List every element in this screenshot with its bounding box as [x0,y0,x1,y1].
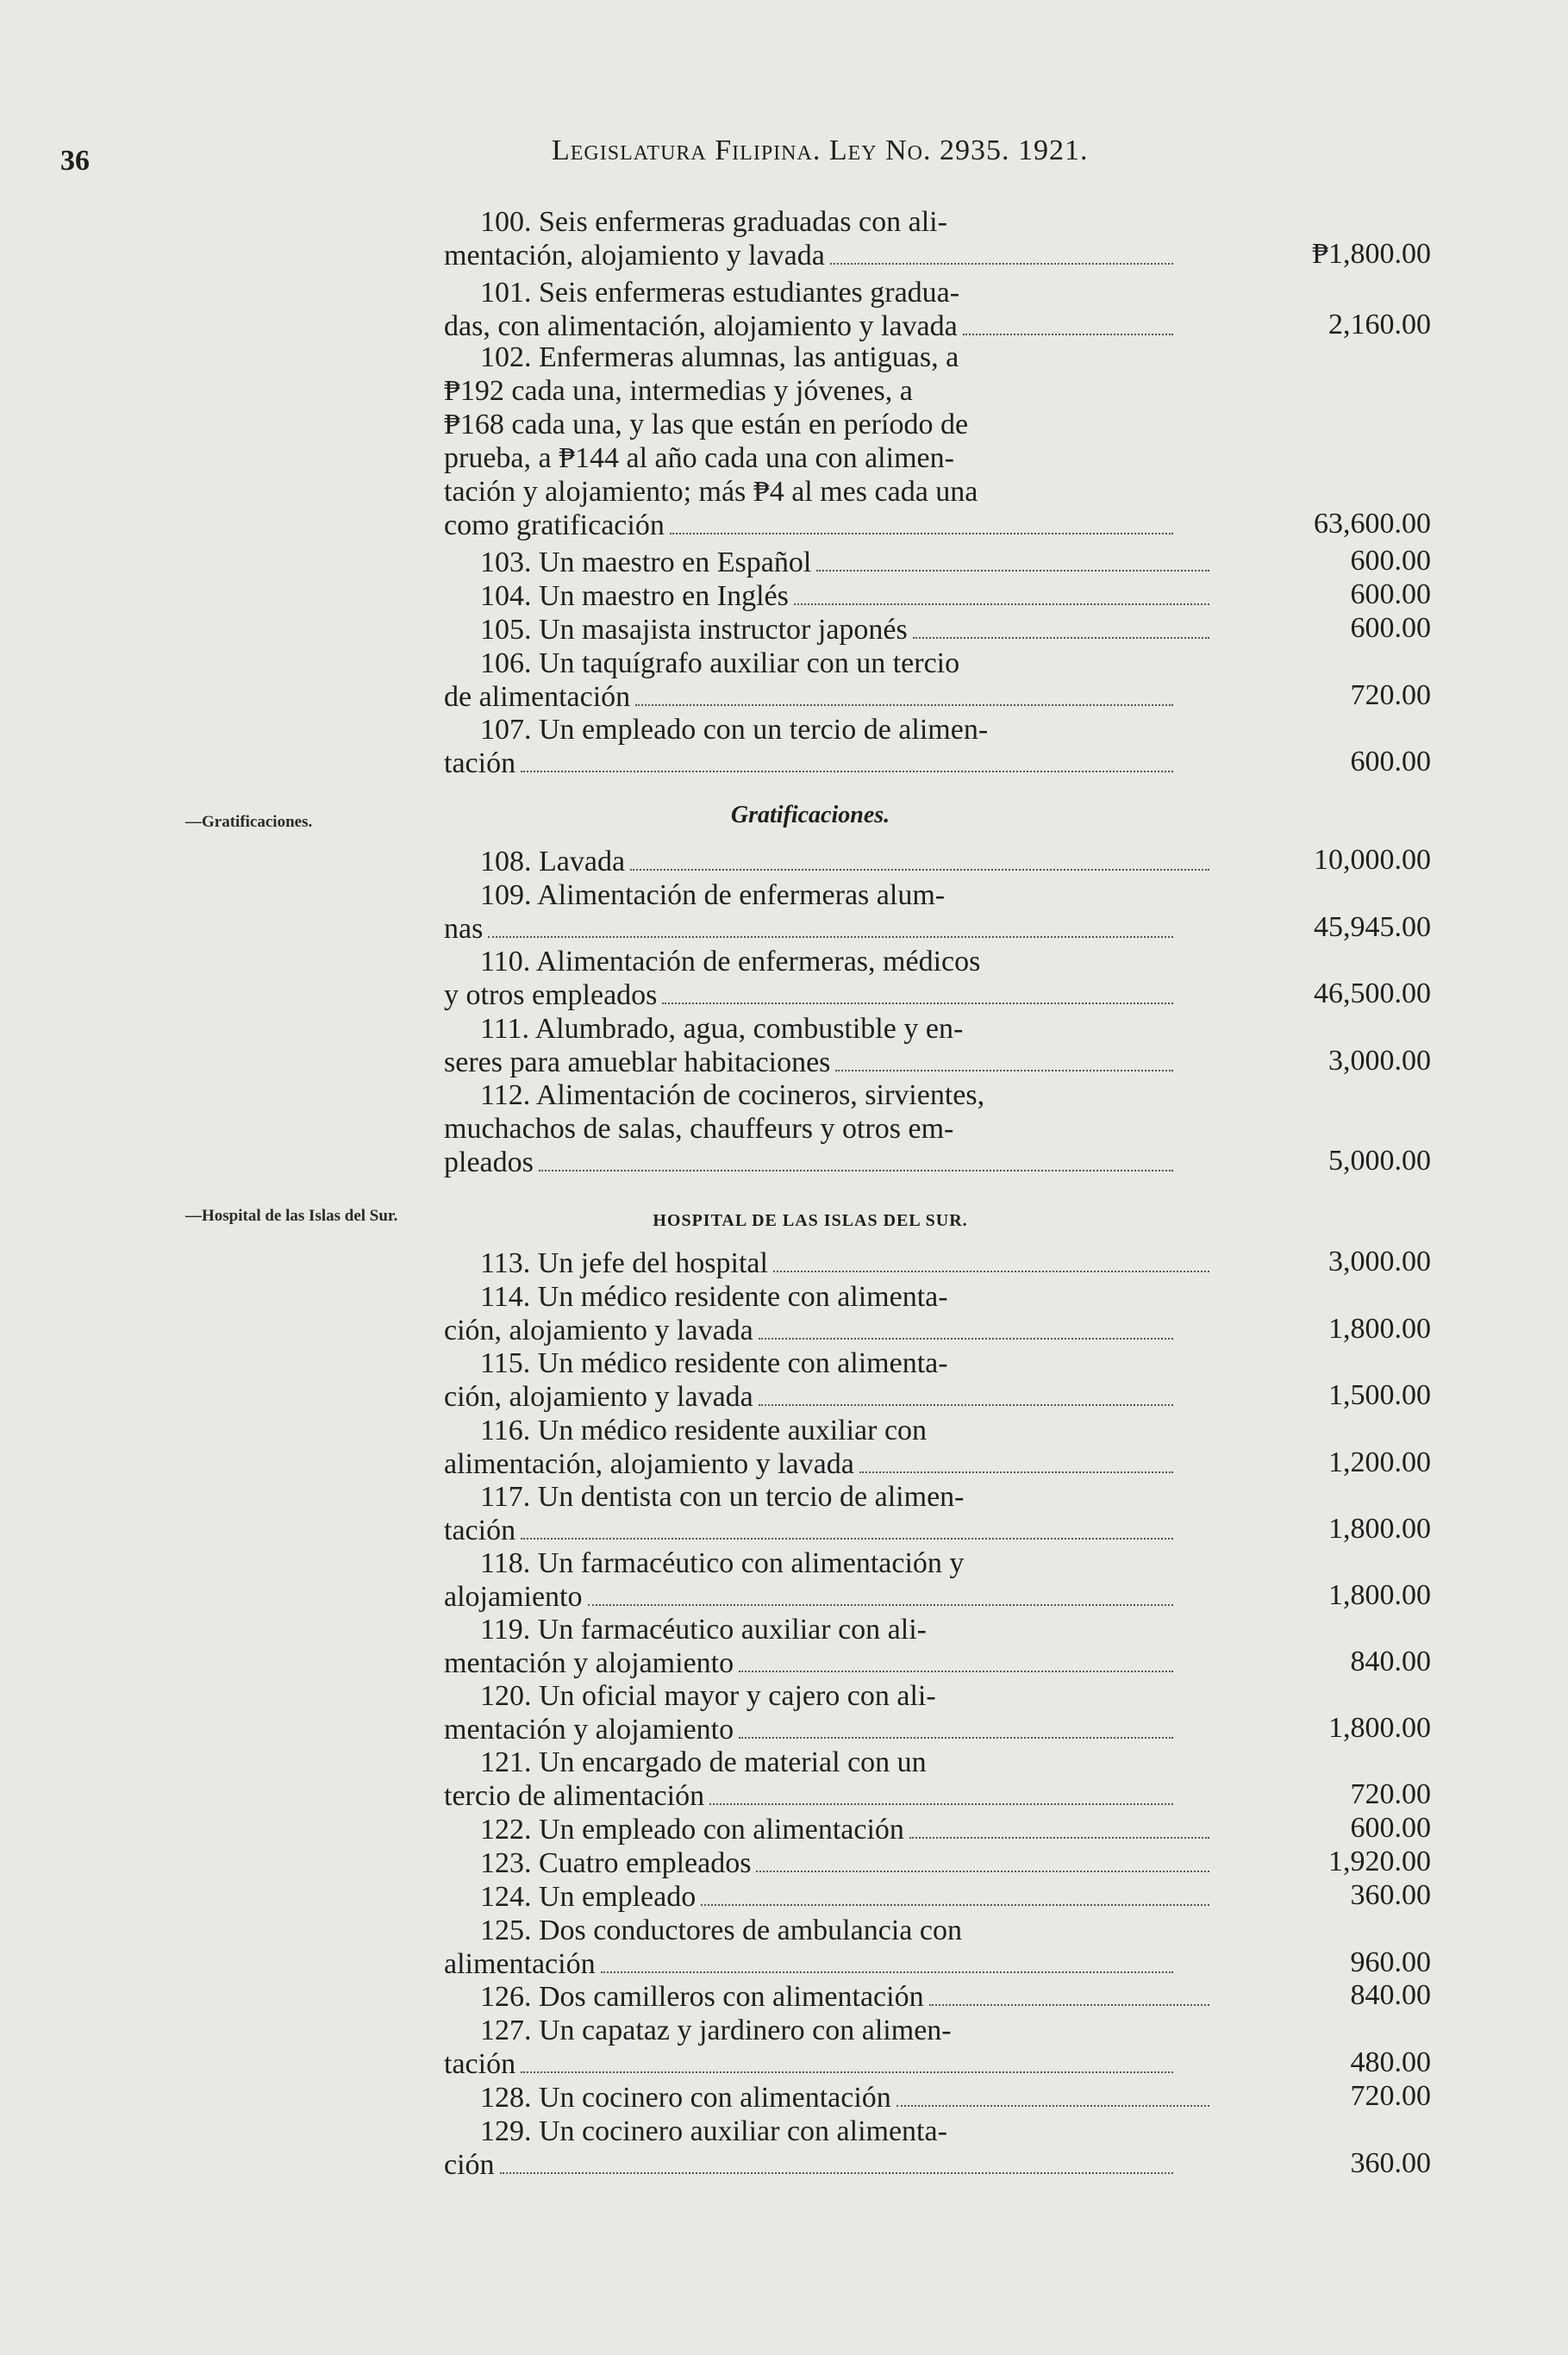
description-line: Un empleado con un tercio de alimen- [539,714,989,746]
dot-leader [913,636,1209,639]
appropriation-item [444,1414,1431,1481]
dot-leader [488,935,1173,938]
description-tail: mentación y alojamiento [444,1714,734,1746]
item-amount: 960.00 [1350,1946,1431,1978]
item-amount: 720.00 [1350,679,1431,711]
item-number: 125. [480,1915,539,1946]
appropriation-item [444,1613,1431,1680]
item-description [444,1813,1177,1846]
item-amount: 3,000.00 [1328,1246,1431,1277]
item-description [444,1346,1177,1414]
item-amount: 360.00 [1350,1879,1431,1911]
description-line: Dos conductores de ambulancia con [539,1915,962,1946]
dot-leader [588,1603,1173,1606]
item-number: 104. [480,580,539,612]
item-description [444,1246,1177,1280]
item-amount: 600.00 [1350,545,1431,577]
appropriation-item [444,1346,1431,1414]
item-description [444,845,1177,878]
item-description [444,1914,1177,1981]
item-description [444,1980,1177,2014]
item-description [444,945,1177,1012]
dot-leader [739,1736,1173,1739]
item-number: 101. [480,277,539,309]
item-amount: 1,200.00 [1328,1446,1431,1478]
appropriation-item [444,613,1431,647]
running-head: Legislatura Filipina. Ley No. 2935. 1921. [552,134,1089,166]
section-heading: Gratificaciones. [730,802,890,828]
description-line: Un farmacéutico auxiliar con ali- [537,1614,927,1646]
appropriation-item [444,205,1431,272]
appropriation-item [444,1078,1431,1179]
dot-leader [794,603,1209,605]
description-line: Alimentación de enfermeras, médicos [535,946,981,978]
margin-note: —Gratificaciones. [185,813,313,831]
description-tail: 122. Un empleado con alimentación [480,1814,904,1846]
item-number: 124. [480,1881,539,1913]
description-line: Un encargado de material con un [539,1746,927,1778]
item-number: 108. [480,846,539,878]
item-amount: 720.00 [1350,2080,1431,2112]
item-amount: 600.00 [1350,746,1431,778]
item-number: 112. [480,1079,536,1111]
description-line: Un oficial mayor y cajero con ali- [539,1680,936,1712]
description-tail: das, con alimentación, alojamiento y lavada [444,310,958,342]
item-amount: 45,945.00 [1314,911,1431,943]
description-tail: y otros empleados [444,979,658,1011]
description-tail: 123. Cuatro empleados [480,1847,752,1879]
dot-leader [521,2071,1173,2073]
item-description [444,2014,1177,2081]
dot-leader [756,1870,1209,1872]
item-number: 106. [480,647,539,679]
item-description [444,1414,1177,1481]
appropriation-item [444,1480,1431,1547]
description-tail: tación [444,2048,516,2080]
item-amount: 1,800.00 [1328,1579,1431,1611]
description-tail: 126. Dos camilleros con alimentación [480,1981,924,2013]
description-line: Un cocinero auxiliar con alimenta- [539,2115,947,2147]
appropriation-item [444,2115,1431,2182]
item-description [444,1846,1177,1880]
item-description [444,878,1177,946]
dot-leader [859,1471,1173,1473]
item-number: 107. [480,714,539,746]
dot-leader [759,1403,1173,1406]
item-number: 129. [480,2115,539,2147]
description-line: prueba, a ₱144 al año cada una con alimen- [444,442,954,474]
item-amount: 840.00 [1350,1646,1431,1677]
item-number: 123. [480,1847,539,1879]
item-amount: 1,800.00 [1328,1313,1431,1345]
appropriation-item [444,1846,1431,1880]
item-description [444,647,1177,714]
item-amount: 63,600.00 [1314,508,1431,540]
description-line: muchachos de salas, chauffeurs y otros em- [444,1113,954,1145]
appropriation-item [444,2014,1431,2081]
item-number: 120. [480,1680,539,1712]
appropriation-item [444,1914,1431,1981]
dot-leader [521,1537,1173,1540]
item-number: 128. [480,2082,539,2114]
item-number: 122. [480,1814,539,1846]
item-description [444,613,1177,647]
description-line: Alimentación de enfermeras alum- [537,879,946,911]
item-amount: 1,800.00 [1328,1513,1431,1545]
appropriation-item [444,945,1431,1012]
dot-leader [963,333,1173,335]
item-number: 110. [480,946,536,978]
item-number: 109. [480,879,538,911]
item-description [444,1746,1177,1813]
description-tail: de alimentación [444,681,631,713]
description-tail: alimentación, alojamiento y lavada [444,1448,854,1480]
item-number: 126. [480,1981,539,2013]
description-tail: 124. Un empleado [480,1881,697,1913]
item-description [444,1078,1177,1179]
item-number: 127. [480,2015,539,2046]
appropriation-item [444,1679,1431,1746]
item-number: 103. [480,547,539,578]
description-tail: tercio de alimentación [444,1780,705,1812]
dot-leader [635,703,1173,706]
dot-leader [701,1903,1209,1906]
item-amount: 480.00 [1350,2046,1431,2078]
appropriation-item [444,1246,1431,1280]
description-line: tación y alojamiento; más ₱4 al mes cada una [444,476,978,508]
item-number: 113. [480,1247,538,1279]
description-line: Un taquígrafo auxiliar con un tercio [539,647,960,679]
description-tail: pleados [444,1146,534,1178]
item-description [444,340,1177,542]
description-tail: 105. Un masajista instructor japonés [480,614,908,646]
item-number: 105. [480,614,539,646]
dot-leader [909,1836,1209,1839]
item-amount: 840.00 [1350,1979,1431,2011]
description-tail: 128. Un cocinero con alimentación [480,2082,891,2114]
dot-leader [816,569,1209,572]
description-tail: mentación, alojamiento y lavada [444,240,825,272]
appropriation-item [444,1546,1431,1614]
description-line: Un dentista con un tercio de alimen- [537,1481,965,1513]
item-amount: 600.00 [1350,578,1431,610]
appropriation-item [444,1980,1431,2014]
item-amount: 1,800.00 [1328,1712,1431,1744]
item-number: 111. [480,1013,535,1045]
description-line: ₱192 cada una, intermedias y jóvenes, a [444,375,913,407]
appropriation-item [444,1813,1431,1846]
section-heading: HOSPITAL DE LAS ISLAS DEL SUR. [653,1211,968,1230]
item-number: 100. [480,206,539,238]
description-tail: 108. Lavada [480,846,626,878]
description-tail: ción [444,2149,495,2181]
item-description [444,546,1177,579]
description-tail: 113. Un jefe del hospital [480,1247,768,1279]
item-number: 119. [480,1614,538,1646]
item-description [444,1280,1177,1347]
appropriation-item [444,1746,1431,1813]
description-tail: alimentación [444,1948,596,1980]
item-description [444,713,1177,780]
item-amount: 1,500.00 [1328,1379,1431,1411]
description-tail: ción, alojamiento y lavada [444,1315,753,1346]
item-description [444,205,1177,272]
dot-leader [601,1971,1173,1973]
item-amount: 5,000.00 [1328,1145,1431,1177]
item-amount: 600.00 [1350,612,1431,644]
item-description [444,1679,1177,1746]
description-tail: ción, alojamiento y lavada [444,1381,753,1413]
item-amount: 360.00 [1350,2147,1431,2179]
item-description [444,2115,1177,2182]
description-line: Un médico residente con alimenta- [537,1281,948,1313]
item-description [444,276,1177,343]
item-amount: 1,920.00 [1328,1846,1431,1877]
item-description [444,1012,1177,1079]
item-amount: ₱1,800.00 [1312,238,1431,270]
appropriation-item [444,546,1431,579]
appropriation-item [444,647,1431,714]
appropriation-item [444,579,1431,613]
description-line: Un médico residente con alimenta- [537,1347,948,1379]
appropriation-item [444,878,1431,946]
item-description [444,1613,1177,1680]
margin-note: —Hospital de las Islas del Sur. [185,1207,398,1225]
description-tail: como gratificación [444,509,665,541]
dot-leader [521,770,1173,772]
dot-leader [929,2003,1209,2006]
appropriation-item [444,1012,1431,1079]
item-number: 115. [480,1347,538,1379]
appropriation-item [444,1280,1431,1347]
item-description [444,579,1177,613]
description-line: Un médico residente auxiliar con [537,1415,928,1446]
item-number: 121. [480,1746,539,1778]
dot-leader [500,2171,1173,2174]
description-tail: 104. Un maestro en Inglés [480,580,789,612]
appropriation-item [444,2081,1431,2115]
description-line: Alumbrado, agua, combustible y en- [534,1013,964,1045]
appropriation-item [444,713,1431,780]
item-amount: 600.00 [1350,1812,1431,1844]
description-tail: 103. Un maestro en Español [480,547,812,578]
dot-leader [709,1802,1173,1805]
description-line: Un farmacéutico con alimentación y [537,1547,965,1579]
item-number: 116. [480,1415,538,1446]
description-tail: alojamiento [444,1581,583,1613]
dot-leader [739,1670,1173,1672]
appropriation-item [444,276,1431,343]
appropriation-item [444,845,1431,878]
description-tail: seres para amueblar habitaciones [444,1046,831,1078]
appropriation-item [444,1880,1431,1914]
description-tail: mentación y alojamiento [444,1647,734,1679]
description-line: Seis enfermeras estudiantes gradua- [539,277,960,309]
item-amount: 46,500.00 [1314,978,1431,1009]
dot-leader [630,868,1209,871]
dot-leader [670,532,1173,534]
item-number: 117. [480,1481,538,1513]
item-description [444,2081,1177,2115]
description-line: Seis enfermeras graduadas con ali- [539,206,947,238]
description-line: ₱168 cada una, y las que están en período de [444,409,969,440]
item-number: 114. [480,1281,538,1313]
item-amount: 3,000.00 [1328,1045,1431,1077]
item-description [444,1880,1177,1914]
item-amount: 2,160.00 [1328,309,1431,340]
dot-leader [835,1069,1173,1071]
page-number: 36 [60,145,90,177]
item-description [444,1546,1177,1614]
item-number: 102. [480,341,539,373]
description-line: Alimentación de cocineros, sirvientes, [535,1079,985,1111]
item-description [444,1480,1177,1547]
description-tail: tación [444,1515,516,1546]
item-amount: 720.00 [1350,1778,1431,1810]
dot-leader [539,1169,1173,1171]
dot-leader [662,1002,1173,1004]
dot-leader [830,262,1173,265]
description-line: Enfermeras alumnas, las antiguas, a [539,341,959,373]
dot-leader [773,1270,1209,1272]
description-tail: tación [444,747,516,779]
dot-leader [896,2104,1209,2107]
item-amount: 10,000.00 [1314,844,1431,876]
description-line: Un capataz y jardinero con alimen- [539,2015,952,2046]
item-number: 118. [480,1547,538,1579]
dot-leader [759,1337,1173,1340]
description-tail: nas [444,913,484,945]
appropriation-item [444,340,1431,542]
